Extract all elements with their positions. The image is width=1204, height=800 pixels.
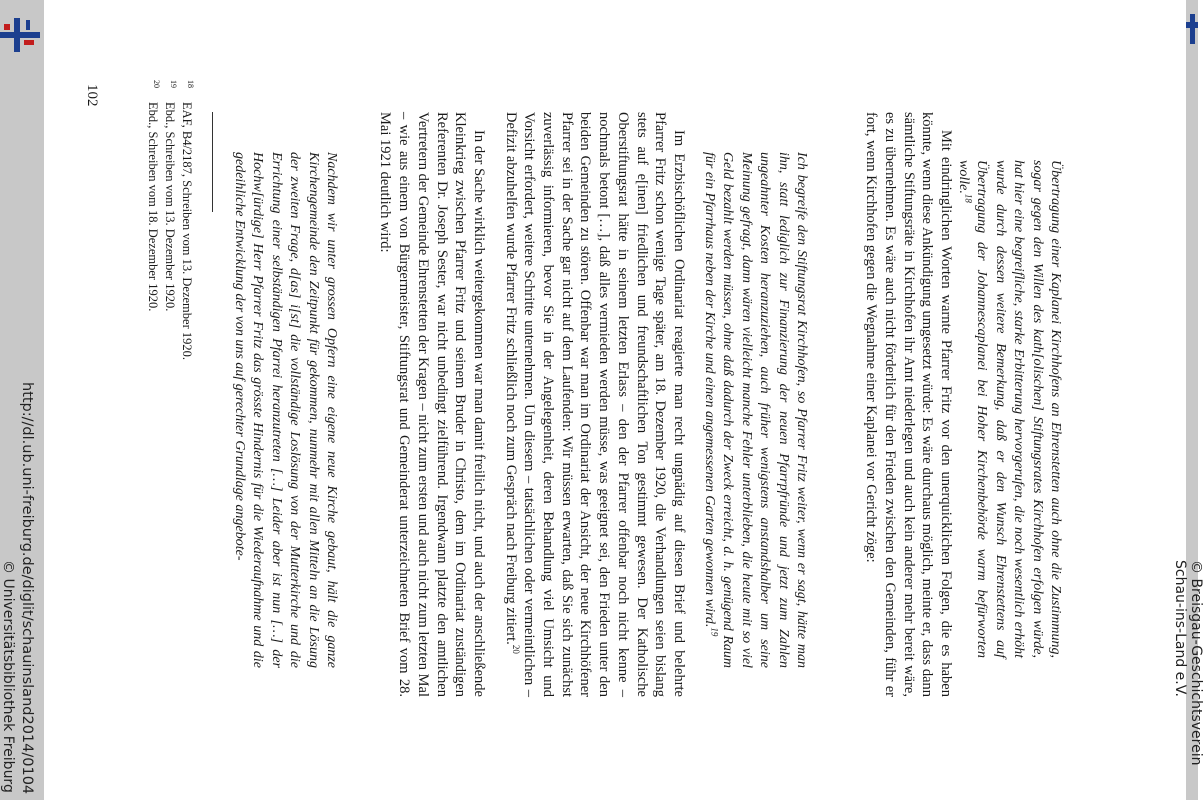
footnote-18: 18EAF, B4/2187, Schreiben vom 13. Dezember 1920. bbox=[180, 80, 196, 360]
quote-block-2: Ich begreife den Stiftungsrat Kirchhofen, so Pfarrer Fritz weiter, wenn er sagt, hätte man ihn, statt lediglich zur Finanzierung der neuen Pfarrpfründe und jetzt zum Zahlen ungeahnter Kosten heranzuziehen, auch früher wenigstens anstandshalber um seine Meinung gefragt, dann wären vielleicht manche Fehler unterblieben, die heute mit so viel Geld bezahlt werden müssen, ohne daß dadurch der Zweck erreicht, d. h. genügend Raum für ein Pfarrhaus neben der Kirche und einen angemessenen Garten gewonnen wird.$^{19}$ bbox=[701, 152, 809, 668]
footnote-19: 19Ebd., Schreiben vom 13. Dezember 1920. bbox=[163, 80, 179, 312]
page-number: 102 bbox=[84, 84, 100, 107]
footnote-divider bbox=[212, 112, 213, 212]
footnote-20: 20Ebd., Schreiben vom 18. Dezember 1920. bbox=[146, 80, 162, 312]
society-copyright: © Breisgau-Geschichtsverein Schau-ins-Land e.V. bbox=[1172, 560, 1204, 766]
paragraph-2: Mit eindringlichen Worten warnte Pfarrer Fritz vor den unerquicklichen Folgen, die es haben könnte, wenn diese Ankündigung umgesetzt würde: Es wäre durchaus möglich, meinte er, dass dann sämtliche Stiftungsräte in Kirchhofen ihr Amt niederlegen und auch kein anderer mehr bereit wäre, es zu übernehmen. Es wäre auch nicht förderlich für den Frieden zwischen den Gemeinden, führ er fort, wenn Kirchhofen gegen die Wegnahme einer Kaplanei vor Gericht zöge: bbox=[863, 112, 954, 697]
quote-block-1: Übertragung einer Kaplanei Kirchhofens an Ehrenstetten auch ohne die Zustimmung, sogar gegen den Willen des kath[olischen] Stiftungsrates Kirchhofen erfolgen würde, hat hier eine begreifliche, starke Erbitterung hervorgerufen, die noch wesentlich erhöht wurde durch dessen weitere Bemerkung, daß er den Wunsch Ehrenstettens auf Übertragung der Johannescaplanei bei Hoher Kirchenbehörde warm befürworten wolle.$^{18}$ bbox=[955, 160, 1063, 658]
quote-block-3: Nachdem wir unter grossen Opfern eine eigene neue Kirche gebaut, hält die ganze Kirchengemeinde den Zeitpunkt für gekommen, nunmehr mit allen Mitteln an die Lösung der zweiten Frage, d[as] i[st] die vollständige Loslösung von der Mutterkirche und die Errichtung einer selbständigen Pfarrei heranzutreten […] Leider aber ist nun […] der Hochw[ürdige] Herr Pfarrer Fritz das grösste Hindernis für die Wiederaufnahme und die gedeihliche Entwicklung der von uns auf gerechter Grundlage angebote- bbox=[231, 152, 339, 668]
paragraph-4: Im Erzbischöflichen Ordinariat reagierte man recht ungnädig auf diesen Brief und belehrte Pfarrer Fritz schon wenige Tage später, am 18. Dezember 1920, die Verhandlungen seien bislang stets auf e[inen] friedlichen und freundschaftlichen Ton gestimmt gewesen. Der Katholische Oberstiftungsrat hätte in seinem letzten Erlass – den der Pfarrer offenbar noch nicht kenne – nochmals betont […], daß alles vermieden werden müsse, was geeignet sei, den Frieden unter den beiden Gemeinden zu stören. Offenbar war man im Ordinariat der Ansicht, der neue Kirchhöfener Pfarrer sei in der Sache gar nicht auf dem Laufenden: Wir müssen erwarten, daß Sie sich zunächst zuverlässig informieren, bevor Sie in der Angelegenheit, deren Behandlung viel Umsicht und Vorsicht erfordert, weitere Schritte unternehmen. Um diesem – tatsächlichen oder vermeintlichen – Defizit abzuhelfen wurde Pfarrer Fritz schließlich noch zum Gespräch nach Freiburg zitiert.$^{20}$ bbox=[502, 112, 687, 697]
paragraph-5: In der Sache wirklich weitergekommen war man damit freilich nicht, und auch der anschließende Kleinkrieg zwischen Pfarrer Fritz und seinem Bruder in Christo, dem im Ordinariat zuständigen Referenten Dr. Joseph Sester, war nicht unbedingt zielführend. Irgendwann platzte den amtlichen Vertretern der Gemeinde Ehrenstetten der Kragen – nicht zum ersten und auch nicht zum letzten Mal – wie aus einem von Bürgermeister, Stiftungsrat und Gemeinderat unterzeichneten Brief vom 28. Mai 1921 deutlich wird: bbox=[377, 112, 487, 698]
library-copyright: © Universitätsbibliothek Freiburg bbox=[0, 560, 16, 793]
permalink-url[interactable]: http://dl.ub.uni-freiburg.de/diglit/schauinsland2014/0104 bbox=[19, 382, 35, 795]
